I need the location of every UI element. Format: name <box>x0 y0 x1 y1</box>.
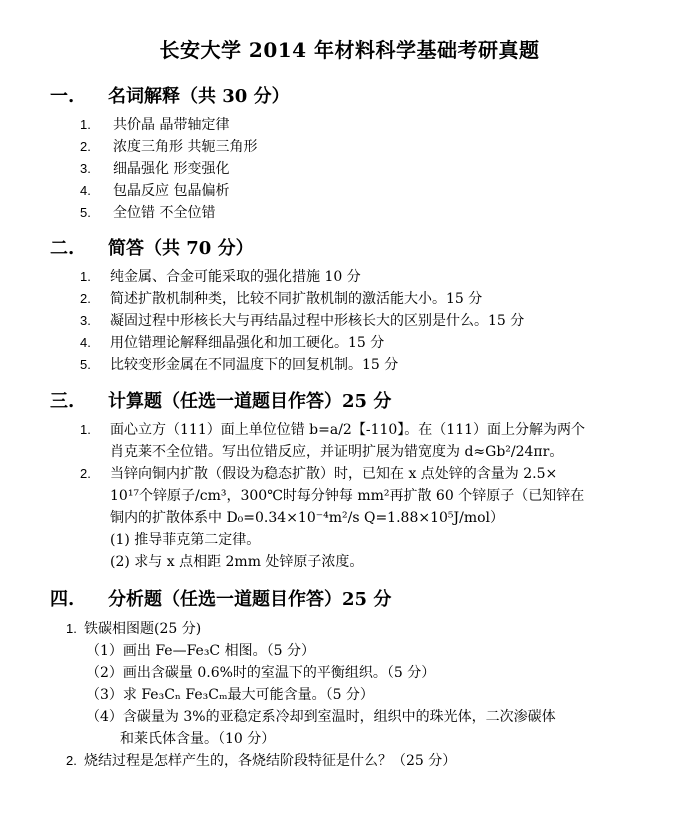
list-item-continuation: 10¹⁷个锌原子/cm³，300℃时每分钟每 mm²再扩散 60 个锌原子（已知锌在 <box>110 488 585 504</box>
list-item: 5. 全位错 不全位错 <box>80 205 216 221</box>
list-item: 1. 铁碳相图题(25 分) <box>66 621 202 637</box>
list-item-continuation: 肖克莱不全位错。写出位错反应，并证明扩展为错宽度为 d≈Gb²/24πr。 <box>110 444 564 460</box>
list-item: 2. 浓度三角形 共轭三角形 <box>80 139 258 155</box>
page-title: 长安大学 2014 年材料科学基础考研真题 <box>159 38 540 62</box>
section-3-heading <box>50 387 391 413</box>
section-1-heading <box>50 82 290 108</box>
sub-question: （4）含碳量为 3%的亚稳定系冷却到室温时，组织中的珠光体，二次渗碳体 <box>86 709 556 725</box>
sub-question-continuation: 和莱氏体含量。（10 分） <box>120 731 276 747</box>
list-item: 3. 细晶强化 形变强化 <box>80 161 230 177</box>
section-number: 四. <box>50 589 75 610</box>
list-item: 4. 用位错理论解释细晶强化和加工硬化。15 分 <box>80 335 385 351</box>
section-number: 二. <box>50 238 75 259</box>
section-4-heading <box>50 585 391 611</box>
section-number: 三. <box>50 391 75 412</box>
section-2-heading <box>50 234 254 260</box>
sub-question: (1) 推导菲克第二定律。 <box>110 532 261 548</box>
sub-question: (2) 求与 x 点相距 2mm 处锌原子浓度。 <box>110 554 364 570</box>
sub-question: （2）画出含碳量 0.6%时的室温下的平衡组织。（5 分） <box>86 665 436 681</box>
section-title: 计算题（任选一道题目作答）25 分 <box>108 391 392 412</box>
section-title: 分析题（任选一道题目作答）25 分 <box>108 589 392 610</box>
list-item: 2. 当锌向铜内扩散（假设为稳态扩散）时，已知在 x 点处锌的含量为 2.5× <box>80 466 558 482</box>
sub-question: （3）求 Fe₃Cₙ Fe₃Cₘ最大可能含量。（5 分） <box>86 687 374 703</box>
list-item: 2. 烧结过程是怎样产生的，各烧结阶段特征是什么？（25 分） <box>66 753 457 769</box>
list-item: 1. 共价晶 晶带轴定律 <box>80 117 230 133</box>
list-item: 5. 比较变形金属在不同温度下的回复机制。15 分 <box>80 357 399 373</box>
list-item: 4. 包晶反应 包晶偏析 <box>80 183 230 199</box>
sub-question: （1）画出 Fe—Fe₃C 相图。（5 分） <box>86 643 315 659</box>
list-item: 2. 简述扩散机制种类，比较不同扩散机制的激活能大小。15 分 <box>80 291 483 307</box>
section-title: 名词解释（共 30 分） <box>108 86 290 107</box>
list-item: 3. 凝固过程中形核长大与再结晶过程中形核长大的区别是什么。15 分 <box>80 313 525 329</box>
list-item: 1. 面心立方（111）面上单位位错 b=a/2【-110】。在（111）面上分解为两个 <box>80 422 586 438</box>
section-number: 一. <box>50 86 75 107</box>
list-item-continuation: 铜内的扩散体系中 D₀=0.34×10⁻⁴m²/s Q=1.88×10⁵J/mol） <box>110 510 505 526</box>
list-item: 1. 纯金属、合金可能采取的强化措施 10 分 <box>80 269 361 285</box>
section-title: 简答（共 70 分） <box>108 238 254 259</box>
